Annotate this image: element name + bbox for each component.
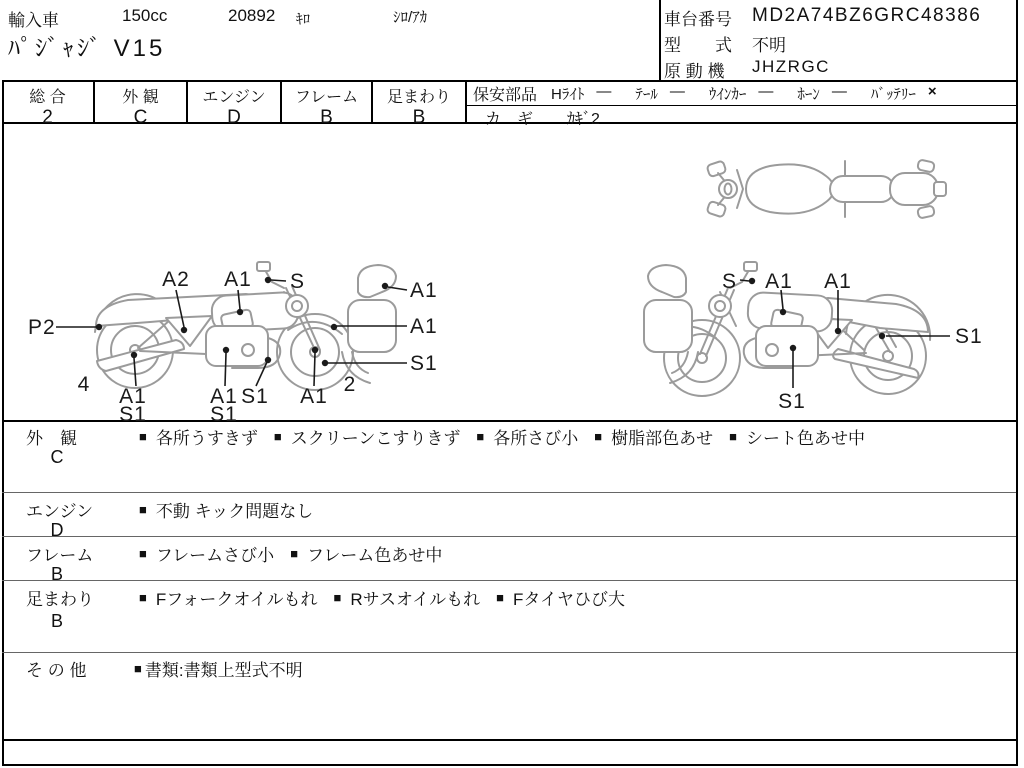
- safety-parts-label: 保安部品: [473, 87, 538, 104]
- label-s1-engine: S1: [210, 403, 238, 426]
- label-a1-screen: A1: [410, 315, 438, 338]
- condition-item: ■ Fフォークオイルもれ: [139, 590, 318, 609]
- label-s1-muffler: S1: [119, 403, 147, 426]
- mileage: 20892: [228, 6, 276, 25]
- condition-item: ■ フレーム色あせ中: [290, 546, 443, 565]
- model-name: ﾊﾟｼﾞｬｼﾞ V15: [8, 35, 166, 62]
- engine-code-label: 原 動 機: [664, 62, 725, 81]
- condition-label: そ の 他: [26, 661, 87, 680]
- grade-exterior-label: 外 観: [122, 89, 159, 106]
- condition-item: ■ 各所さび小: [476, 429, 579, 448]
- grade-frame-label: フレーム: [294, 89, 359, 106]
- condition-grade: D: [50, 520, 64, 540]
- grade-overall-label: 総 合: [29, 89, 66, 106]
- label-s-mirror: S: [290, 270, 306, 293]
- label-a1-fork: A1: [300, 385, 328, 408]
- type-label: 型 式: [664, 36, 732, 55]
- label-a1-tank: A1: [224, 268, 252, 291]
- condition-item: ■ Fタイヤひび大: [496, 590, 626, 609]
- engine-code-value: JHZRGC: [752, 57, 830, 76]
- label-a1-fender: A1: [410, 279, 438, 302]
- condition-item: ■ 不動 キック問題なし: [139, 502, 314, 521]
- key-value: ｶｷﾞ2: [567, 111, 600, 128]
- condition-item: ■ 各所うすきず: [139, 429, 258, 448]
- condition-item: ■ 樹脂部色あせ: [594, 429, 714, 448]
- safety-item-horn: ﾎｰﾝ ―: [797, 83, 847, 103]
- label-a1-muffler: A1: [119, 385, 147, 408]
- condition-grade: B: [50, 611, 63, 631]
- grade-exterior-value: C: [133, 107, 148, 128]
- condition-label: 足まわり: [26, 590, 94, 609]
- label-a1-tank-r: A1: [765, 270, 793, 293]
- label-s-mirror-r: S: [721, 270, 737, 293]
- condition-grade: B: [50, 564, 63, 584]
- safety-item-battery: ﾊﾞｯﾃﾘｰ ×: [870, 83, 937, 103]
- type-value: 不明: [752, 36, 786, 55]
- condition-item: ■ フレームさび小: [139, 546, 275, 565]
- condition-item: ■ スクリーンこすりきず: [273, 429, 461, 448]
- grade-engine-label: エンジン: [202, 89, 266, 106]
- grade-undercarriage-value: B: [412, 107, 426, 128]
- safety-item-winker: ｳｲﾝｶｰ ―: [708, 83, 774, 103]
- top-view-diagram: [707, 159, 946, 218]
- displacement: 150cc: [122, 6, 168, 25]
- label-s1-tire: S1: [410, 352, 438, 375]
- label-front-num: 2: [343, 373, 357, 396]
- vehicle-type: 輸入車: [8, 11, 59, 30]
- condition-item: ■ シート色あせ中: [729, 429, 865, 448]
- label-a2: A2: [162, 268, 190, 291]
- condition-label: エンジン: [26, 502, 94, 521]
- chassis-label: 車台番号: [664, 10, 732, 29]
- grade-engine-value: D: [227, 107, 241, 128]
- label-a1-engine: A1: [210, 385, 238, 408]
- color-code: ｼﾛ/ｱｶ: [393, 9, 428, 26]
- condition-label: 外 観: [26, 429, 77, 448]
- condition-item: ■ Rサスオイルもれ: [333, 590, 481, 609]
- grade-undercarriage-label: 足まわり: [386, 89, 451, 106]
- key-label: カ ギ: [485, 111, 534, 128]
- label-rear-num: 4: [77, 373, 91, 396]
- condition-grade: C: [50, 447, 64, 467]
- chassis-number: MD2A74BZ6GRC48386: [752, 5, 982, 26]
- label-a1-cover-r: A1: [824, 270, 852, 293]
- grade-frame-value: B: [320, 107, 333, 128]
- label-s1-exhaust: S1: [241, 385, 269, 408]
- safety-item-tail: ﾃｰﾙ ―: [635, 83, 685, 103]
- condition-label: フレーム: [26, 546, 94, 565]
- label-p2: P2: [28, 316, 56, 339]
- grade-overall-value: 2: [42, 107, 53, 128]
- mileage-unit: ｷﾛ: [296, 11, 310, 27]
- label-s1-engine-r: S1: [778, 390, 806, 413]
- safety-item-headlight: Hﾗｲﾄ ―: [551, 83, 612, 103]
- label-s1-shock-r: S1: [955, 325, 983, 348]
- condition-item: ■ 書類:書類上型式不明: [134, 661, 303, 680]
